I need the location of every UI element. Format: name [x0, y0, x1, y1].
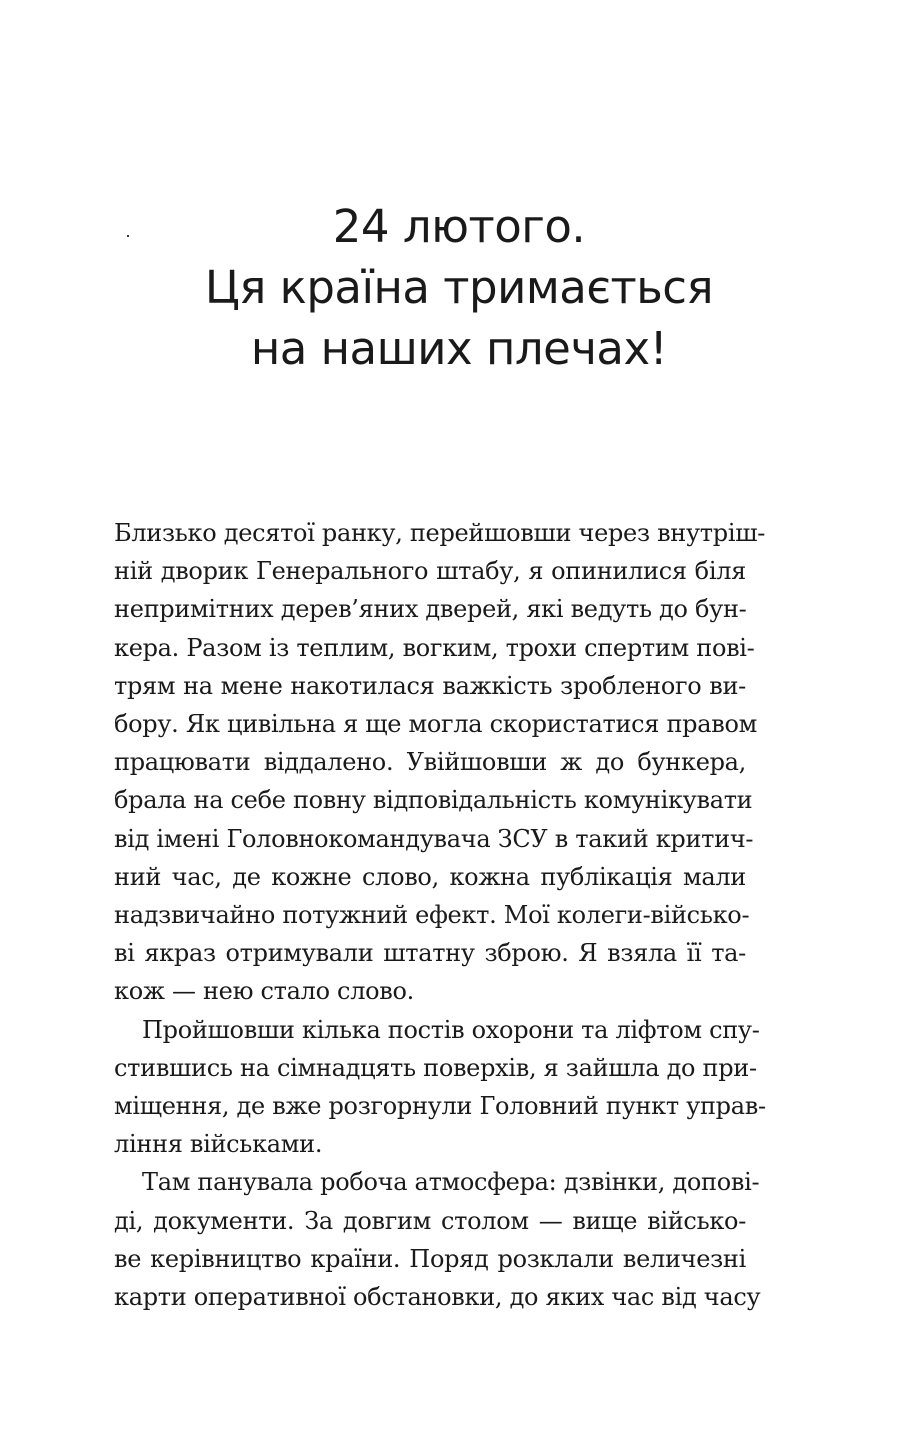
text-line: ді, документи. За довгим столом — вище військо- [114, 1206, 746, 1235]
text-line: кож — нею стало слово. [114, 977, 414, 1006]
text-line: бору. Як цивільна я ще могла скористатися правом [114, 710, 757, 739]
paragraph [114, 514, 766, 1011]
text-line: непримітних дерев’яних дверей, які ведуть до бун- [114, 595, 747, 624]
text-line: брала на себе повну відповідальність комунікувати [114, 786, 753, 815]
text-line: ній дворик Генерального штабу, я опинилися біля [114, 557, 746, 586]
text-line: Там панувала робоча атмосфера: дзвінки, допові- [142, 1168, 760, 1197]
text-line: трям на мене накотилася важкість зробленого ви- [114, 671, 746, 700]
text-line: Близько десятої ранку, перейшовши через внутріш- [114, 519, 766, 547]
text-line: надзвичайно потужний ефект. Мої колеги-військо- [114, 901, 750, 930]
text-line: Пройшовши кілька постів охорони та ліфтом спу- [142, 1015, 760, 1044]
text-line: карти оперативної обстановки, до яких час від часу [114, 1283, 761, 1312]
text-line: працювати віддалено. Увійшовши ж до бункера, [114, 748, 746, 777]
text-line: міщення, де вже розгорнули Головний пункт управ- [114, 1092, 766, 1121]
text-line: ві якраз отримували штатну зброю. Я взяла її та- [114, 939, 746, 968]
text-line: стившись на сімнадцять поверхів, я зайшла до при- [114, 1053, 757, 1082]
chapter-title-line: Ця країна тримається [204, 261, 714, 314]
text-line: ління військами. [114, 1130, 323, 1159]
paragraph [114, 1163, 761, 1316]
text-line: ний час, де кожне слово, кожна публікація мали [114, 862, 746, 891]
body-text [114, 514, 766, 1316]
chapter-title-line: 24 лютого. [332, 200, 586, 253]
text-line: ве керівництво країни. Поряд розклали величезні [114, 1244, 746, 1273]
paragraph [114, 1011, 766, 1164]
chapter-title-line: на наших плечах! [250, 322, 668, 375]
text-line: кера. Разом із теплим, вогким, трохи спертим пові- [114, 633, 755, 662]
text-line: від імені Головнокомандувача ЗСУ в такий критич- [114, 824, 754, 853]
chapter-title [100, 196, 818, 379]
